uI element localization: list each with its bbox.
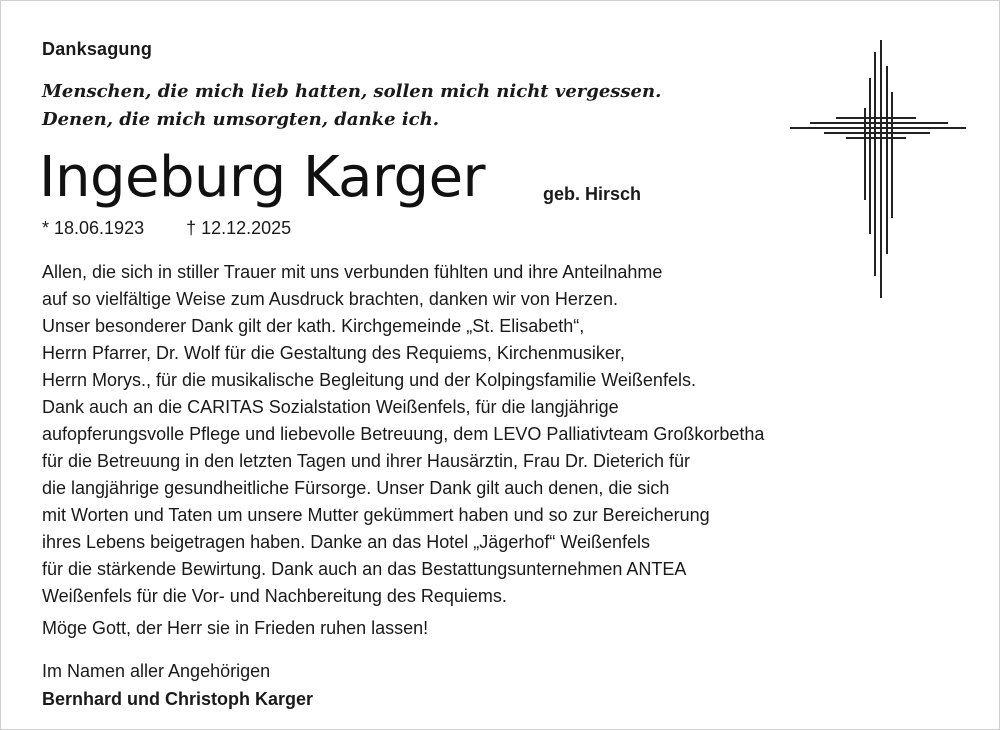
signoff-names: Bernhard und Christoph Karger xyxy=(42,689,314,709)
deceased-name: Ingeburg Karger xyxy=(39,145,486,210)
thanks-text xyxy=(42,259,764,610)
motto-line-1: Menschen, die mich lieb hatten, sollen mich nicht vergessen. xyxy=(42,81,662,102)
life-dates xyxy=(42,218,291,239)
thanks-line: Herrn Pfarrer, Dr. Wolf für die Gestaltung des Requiems, Kirchenmusiker, xyxy=(42,343,625,363)
motto-quote xyxy=(42,78,661,134)
deceased-name-row xyxy=(39,143,485,213)
thanks-line: für die Betreuung in den letzten Tagen und ihrer Hausärztin, Frau Dr. Dieterich für xyxy=(42,451,691,471)
thanks-line: aufopferungsvolle Pflege und liebevolle Betreuung, dem LEVO Palliativteam Großkorbetha xyxy=(42,424,765,444)
thanks-line: die langjährige gesundheitliche Fürsorge. Unser Dank gilt auch denen, die sich xyxy=(42,478,670,498)
thanks-line: für die stärkende Bewirtung. Dank auch an das Bestattungsunternehmen ANTEA xyxy=(42,559,687,579)
signoff-intro: Im Namen aller Angehörigen xyxy=(42,661,271,681)
thanks-line: ihres Lebens beigetragen haben. Danke an das Hotel „Jägerhof“ Weißenfels xyxy=(42,532,651,552)
thanks-line: auf so vielfältige Weise zum Ausdruck brachten, danken wir von Herzen. xyxy=(42,289,618,309)
signoff xyxy=(42,657,313,713)
thanks-line: Dank auch an die CARITAS Sozialstation Weißenfels, für die langjährige xyxy=(42,397,619,417)
line-cross-icon xyxy=(789,39,969,299)
motto-line-2: Denen, die mich umsorgten, danke ich. xyxy=(42,109,439,130)
death-date: † 12.12.2025 xyxy=(186,218,292,238)
thanks-line: Herrn Morys., für die musikalische Begleitung und der Kolpingsfamilie Weißenfels. xyxy=(42,370,696,390)
maiden-name: geb. Hirsch xyxy=(543,184,642,204)
thanks-line: Weißenfels für die Vor- und Nachbereitung des Requiems. xyxy=(42,586,507,606)
thanks-line: Allen, die sich in stiller Trauer mit uns verbunden fühlten und ihre Anteilnahme xyxy=(42,262,663,282)
notice-heading: Danksagung xyxy=(42,39,153,59)
thanks-line: mit Worten und Taten um unsere Mutter gekümmert haben und so zur Bereicherung xyxy=(42,505,710,525)
thanks-line: Unser besonderer Dank gilt der kath. Kirchgemeinde „St. Elisabeth“, xyxy=(42,316,585,336)
birth-date: * 18.06.1923 xyxy=(42,218,145,238)
closing-blessing: Möge Gott, der Herr sie in Frieden ruhen lassen! xyxy=(42,618,429,638)
